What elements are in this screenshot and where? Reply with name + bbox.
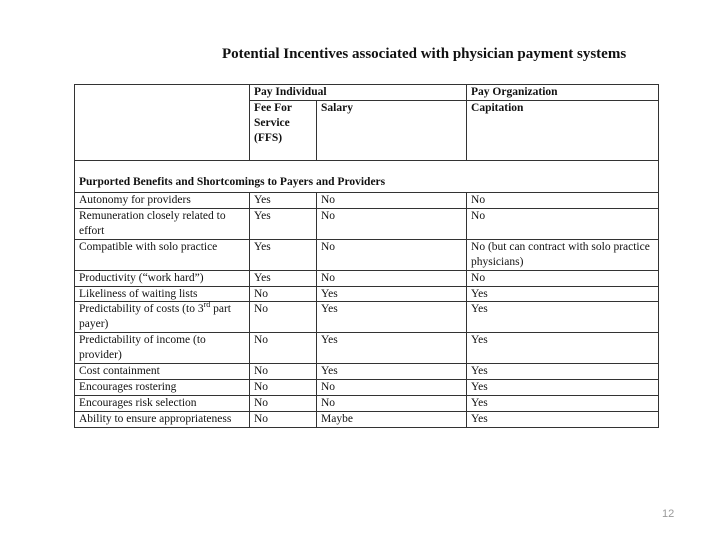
section-title: Purported Benefits and Shortcomings to Payers and Providers	[75, 160, 659, 192]
criterion-text-pre: Predictability of costs (to 3	[79, 303, 204, 316]
row-criterion: Likeliness of waiting lists	[75, 286, 250, 302]
row-criterion: Compatible with solo practice	[75, 239, 250, 270]
section-row	[75, 160, 659, 192]
table-row	[75, 333, 659, 364]
row-criterion: Productivity (“work hard”)	[75, 270, 250, 286]
row-capitation-value: Yes	[467, 412, 659, 428]
row-salary-value: No	[317, 396, 467, 412]
row-criterion: Ability to ensure appropriateness	[75, 412, 250, 428]
row-capitation-value: No (but can contract with solo practice physicians)	[467, 239, 659, 270]
page-number: 12	[662, 508, 675, 520]
row-ffs-value: Yes	[250, 239, 317, 270]
header-pay-organization: Pay Organization	[467, 85, 659, 101]
row-capitation-value: Yes	[467, 364, 659, 380]
row-criterion: Autonomy for providers	[75, 192, 250, 208]
row-capitation-value: Yes	[467, 396, 659, 412]
header-ffs: Fee For Service (FFS)	[250, 100, 317, 160]
slide-title: Potential Incentives associated with physician payment systems	[222, 46, 627, 62]
criterion-superscript: rd	[203, 300, 211, 310]
row-salary-value: Maybe	[317, 412, 467, 428]
row-salary-value: No	[317, 208, 467, 239]
table-row	[75, 396, 659, 412]
row-capitation-value: No	[467, 270, 659, 286]
table-row	[75, 302, 659, 333]
row-ffs-value: Yes	[250, 192, 317, 208]
row-capitation-value: Yes	[467, 302, 659, 333]
header-row-top	[75, 85, 659, 101]
row-ffs-value: No	[250, 286, 317, 302]
table-row	[75, 412, 659, 428]
table-row	[75, 192, 659, 208]
row-ffs-value: No	[250, 333, 317, 364]
header-blank-cell	[75, 85, 250, 161]
row-criterion: Predictability of income (to provider)	[75, 333, 250, 364]
row-ffs-value: No	[250, 380, 317, 396]
row-salary-value: Yes	[317, 286, 467, 302]
header-pay-individual: Pay Individual	[250, 85, 467, 101]
row-criterion: Encourages rostering	[75, 380, 250, 396]
row-salary-value: No	[317, 380, 467, 396]
row-salary-value: Yes	[317, 364, 467, 380]
criterion-text-post: part payer)	[79, 303, 232, 331]
row-ffs-value: No	[250, 302, 317, 333]
row-capitation-value: Yes	[467, 380, 659, 396]
table-row	[75, 270, 659, 286]
row-criterion: Encourages risk selection	[75, 396, 250, 412]
table-row	[75, 286, 659, 302]
row-ffs-value: Yes	[250, 270, 317, 286]
row-capitation-value: No	[467, 192, 659, 208]
row-capitation-value: No	[467, 208, 659, 239]
row-salary-value: No	[317, 270, 467, 286]
incentives-table-container	[74, 84, 658, 428]
table-row	[75, 239, 659, 270]
row-ffs-value: No	[250, 412, 317, 428]
header-salary: Salary	[317, 100, 467, 160]
row-ffs-value: Yes	[250, 208, 317, 239]
incentives-table	[74, 84, 659, 428]
table-row	[75, 380, 659, 396]
row-ffs-value: No	[250, 396, 317, 412]
row-criterion: Cost containment	[75, 364, 250, 380]
row-salary-value: No	[317, 239, 467, 270]
table-row	[75, 364, 659, 380]
row-salary-value: Yes	[317, 302, 467, 333]
row-criterion: Remuneration closely related to effort	[75, 208, 250, 239]
row-capitation-value: Yes	[467, 333, 659, 364]
table-row	[75, 208, 659, 239]
row-ffs-value: No	[250, 364, 317, 380]
row-capitation-value: Yes	[467, 286, 659, 302]
row-salary-value: Yes	[317, 333, 467, 364]
header-capitation: Capitation	[467, 100, 659, 160]
row-criterion	[75, 302, 250, 333]
row-salary-value: No	[317, 192, 467, 208]
